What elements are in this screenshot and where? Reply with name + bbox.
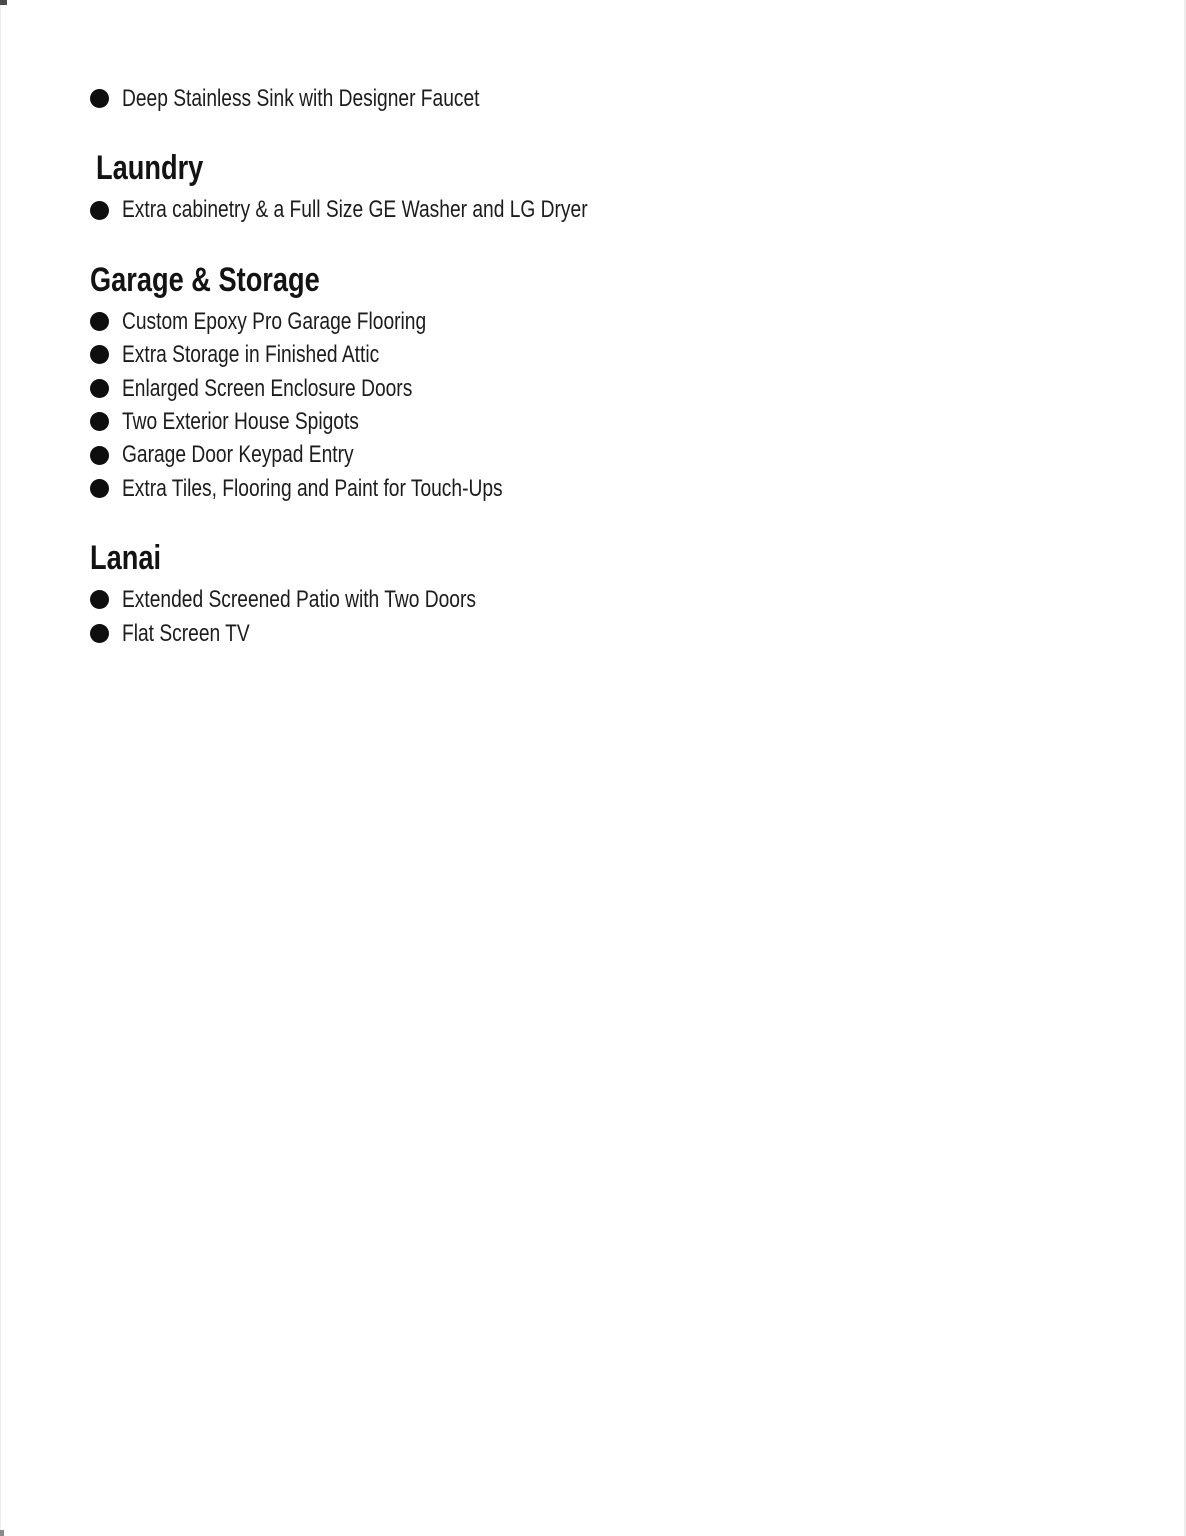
page-edge-line-left	[0, 0, 1, 1536]
list-item	[122, 372, 1186, 405]
list-item-text: Custom Epoxy Pro Garage Flooring	[122, 307, 427, 335]
list-item	[122, 438, 1186, 471]
list-item-text: Deep Stainless Sink with Designer Faucet	[122, 85, 480, 112]
list-item-text: Enlarged Screen Enclosure Doors	[122, 374, 413, 402]
list-item	[122, 305, 1186, 338]
list-item	[122, 472, 1186, 505]
heading-text: Lanai	[90, 539, 162, 578]
bullet-icon	[90, 312, 109, 331]
document-content	[0, 0, 1186, 650]
bullet-icon	[90, 89, 109, 108]
bullet-list-laundry	[90, 193, 1186, 226]
section-heading-garage-storage	[90, 262, 1186, 298]
list-item	[122, 193, 1186, 226]
scan-artifact-bottom-left	[0, 1530, 4, 1536]
heading-text: Laundry	[96, 149, 204, 188]
list-item	[122, 338, 1186, 371]
list-item	[122, 405, 1186, 438]
list-item-text: Extra cabinetry & a Full Size GE Washer and LG Dryer	[122, 196, 588, 224]
list-item-text: Extended Screened Patio with Two Doors	[122, 586, 476, 614]
bullet-icon	[90, 379, 109, 398]
bullet-icon	[90, 479, 109, 498]
list-item	[122, 617, 1186, 650]
list-item-text: Garage Door Keypad Entry	[122, 441, 354, 469]
list-item-text: Extra Tiles, Flooring and Paint for Touch-Ups	[122, 474, 503, 502]
bullet-icon	[90, 590, 109, 609]
bullet-list-lanai	[90, 583, 1186, 650]
list-item	[122, 82, 1186, 115]
list-item-text: Two Exterior House Spigots	[122, 408, 359, 436]
section-heading-laundry	[90, 150, 1186, 186]
bullet-icon	[90, 345, 109, 364]
list-item	[122, 583, 1186, 616]
section-heading-lanai	[90, 540, 1186, 576]
bullet-icon	[90, 446, 109, 465]
scan-artifact-top-left	[0, 0, 7, 5]
bullet-icon	[90, 412, 109, 431]
heading-text: Garage & Storage	[90, 260, 320, 299]
bullet-icon	[90, 624, 109, 643]
list-item-text: Extra Storage in Finished Attic	[122, 341, 380, 369]
bullet-list-top	[90, 82, 1186, 115]
bullet-icon	[90, 201, 109, 220]
list-item-text: Flat Screen TV	[122, 619, 250, 647]
bullet-list-garage-storage	[90, 305, 1186, 505]
